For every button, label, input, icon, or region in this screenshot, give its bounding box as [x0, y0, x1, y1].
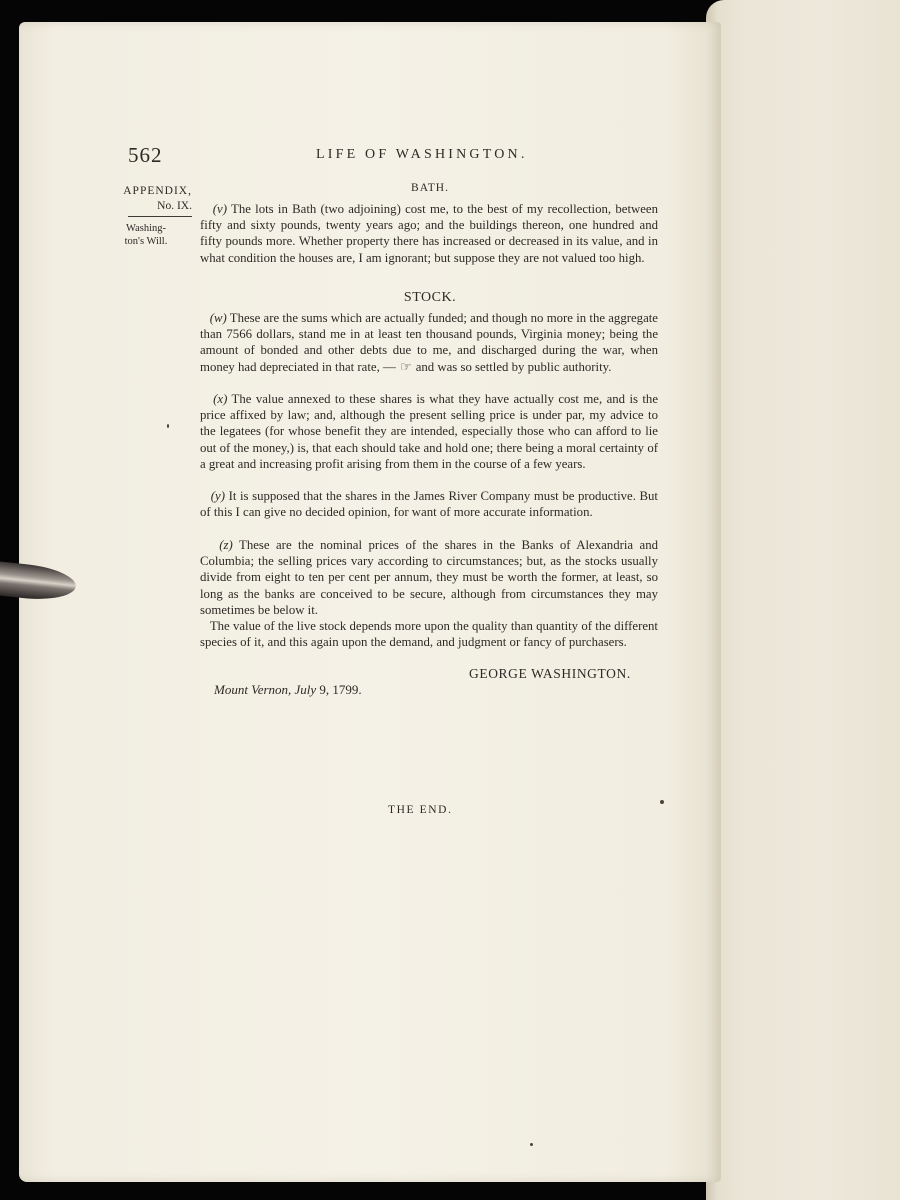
- dateline-day: 9, 1799.: [319, 682, 362, 697]
- paragraph-w-text-end: and was so settled by public authority.: [415, 359, 612, 374]
- margin-note-subject: [110, 222, 182, 248]
- paper-speck: [530, 1143, 533, 1146]
- ref-w: (w): [209, 311, 227, 325]
- facing-page: [706, 0, 900, 1200]
- bath-heading: BATH.: [411, 182, 449, 194]
- margin-note-rule: [128, 216, 192, 217]
- margin-note-subject-line1: Washing-: [126, 223, 166, 234]
- paragraph-y: [200, 488, 658, 520]
- running-head: LIFE OF WASHINGTON.: [316, 147, 528, 162]
- paragraph-v: [200, 201, 658, 266]
- margin-note-appendix: APPENDIX,: [123, 185, 192, 197]
- margin-note-number: No. IX.: [157, 200, 192, 212]
- paragraph-w-text: These are the sums which are actually funded; and though no more in the aggregate than 7566 dollars, stand me in at least ten thousand pounds, Virginia money; being the amount of bonded and other debts due to me, and discharged during the war, when money had depreciated in that rate, —: [200, 311, 658, 374]
- stock-heading: STOCK.: [403, 290, 457, 305]
- ref-x: (x): [213, 392, 228, 406]
- ref-y: (y): [210, 489, 225, 503]
- paper-speck: [167, 424, 169, 428]
- paragraph-x-text: The value annexed to these shares is what they have actually cost me, and is the price affixed by law; and, although the present selling price is under par, my advice to the legatees (for whose benefit they are intended, especially those who can afford to lie out of the money,) is, that each should take and hold one; there being a moral certainty of a great and increasing profit arising from them in the course of a few years.: [200, 392, 658, 471]
- margin-note-subject-line2: ton's Will.: [124, 236, 168, 247]
- paragraph-y-text: It is supposed that the shares in the James River Company must be productive. But of this I can give no decided opinion, for want of more accurate information.: [200, 489, 658, 520]
- paragraph-live-stock: [200, 618, 658, 650]
- ref-v: (v): [212, 202, 227, 216]
- paper-speck: [660, 800, 664, 804]
- pointing-hand-icon: ☞: [400, 359, 412, 374]
- signature: GEORGE WASHINGTON.: [469, 666, 631, 681]
- paragraph-v-text: The lots in Bath (two adjoining) cost me, to the best of my recollection, between fifty and sixty pounds, twenty years ago; and the buildings thereon, one hundred and fifty pounds more. Whether property there has increased or decreased in its value, and in what condition the houses are, I am ignorant; but suppose they are not valued too high.: [200, 202, 658, 265]
- page-number: 562: [128, 143, 163, 167]
- paragraph-w: [200, 310, 658, 375]
- paragraph-x: [200, 391, 658, 472]
- ref-z: (z): [219, 538, 233, 552]
- the-end: THE END.: [388, 804, 453, 816]
- dateline: [214, 682, 362, 698]
- paragraph-z: [200, 537, 658, 618]
- paragraph-z-text: These are the nominal prices of the shares in the Banks of Alexandria and Columbia; the selling prices vary according to circumstances; but, as the stocks usually divide from eight to ten per cent per annum, they must be worth the former, at least, so long as the banks are conceived to be secure, although from circumstances they may sometimes be below it.: [200, 538, 659, 617]
- paragraph-live-stock-text: The value of the live stock depends more upon the quality than quantity of the different species of it, and this again upon the demand, and judgment or fancy of purchasers.: [200, 619, 658, 650]
- dateline-place: Mount Vernon, July: [214, 682, 317, 697]
